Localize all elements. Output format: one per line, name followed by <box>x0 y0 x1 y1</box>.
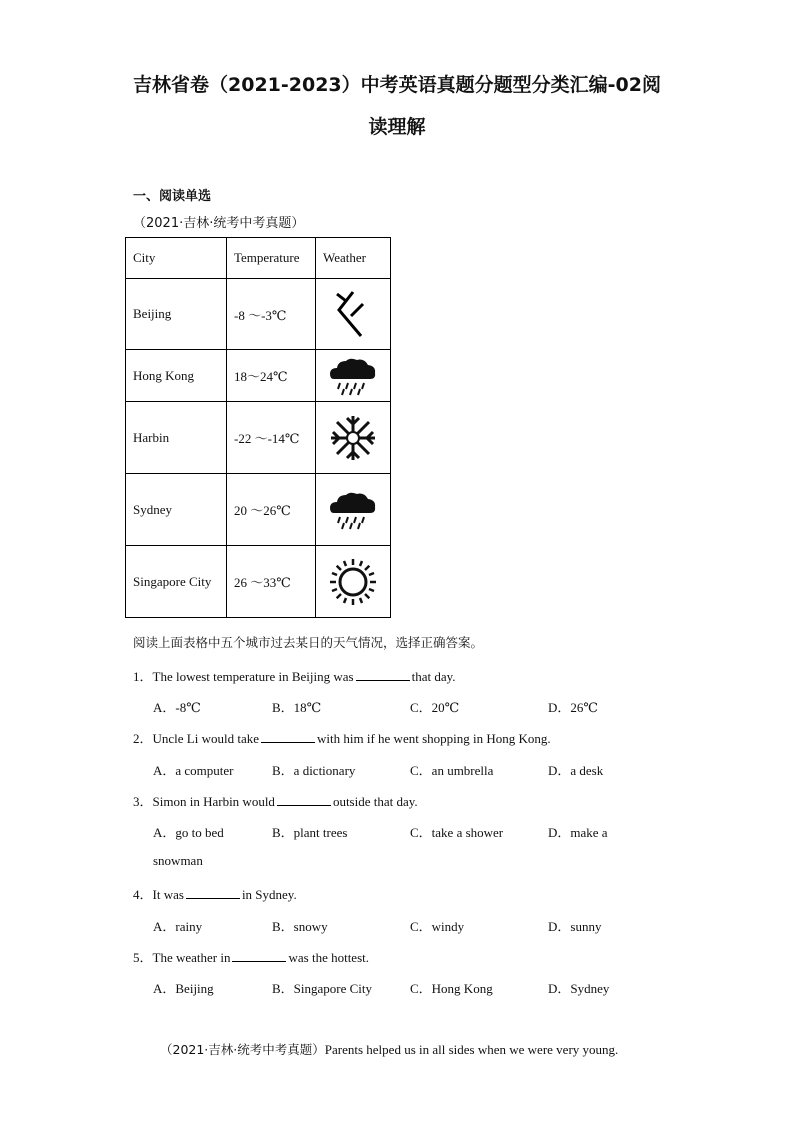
city-cell: Singapore City <box>126 546 227 618</box>
weather-cell <box>316 402 391 474</box>
section-heading: 一、阅读单选 <box>133 189 212 204</box>
question-number: 1． <box>133 669 153 684</box>
question-text: outside that day. <box>332 794 418 809</box>
header-temperature: Temperature <box>227 238 316 279</box>
question-number: 4． <box>133 887 153 902</box>
city-cell: Beijing <box>126 279 227 350</box>
option-b[interactable]: B．Singapore City <box>272 981 373 996</box>
weather-cell <box>316 279 391 350</box>
header-city: City <box>126 238 227 279</box>
option-b[interactable]: B．snowy <box>272 919 328 934</box>
weather-cell <box>316 546 391 618</box>
option-c[interactable]: C．take a shower <box>410 825 504 840</box>
option-c[interactable]: C．an umbrella <box>410 763 494 778</box>
wind-icon <box>333 288 373 340</box>
header-weather: Weather <box>316 238 391 279</box>
document-title-line1: 吉林省卷（2021-2023）中考英语真题分题型分类汇编-02阅 <box>133 74 661 96</box>
question-source: （2021·吉林·统考中考真题） <box>133 216 305 231</box>
question-text: The lowest temperature in Beijing was <box>152 669 354 684</box>
weather-table <box>125 237 391 618</box>
answer-blank[interactable] <box>186 887 240 899</box>
rain-icon <box>328 355 378 397</box>
sun-icon <box>328 557 378 607</box>
temperature-cell: -8 ～-3℃ <box>227 279 316 350</box>
question-source: （2021·吉林·统考中考真题） <box>160 1042 325 1057</box>
option-a[interactable]: A．Beijing <box>153 981 214 996</box>
temperature-cell: 18～24℃ <box>227 350 316 402</box>
question-number: 2． <box>133 731 153 746</box>
option-c[interactable]: C．Hong Kong <box>410 981 493 996</box>
option-b[interactable]: B．plant trees <box>272 825 348 840</box>
option-a[interactable]: A．rainy <box>153 919 203 934</box>
temperature-cell: 20 ～26℃ <box>227 474 316 546</box>
question-5 <box>133 947 369 966</box>
option-d[interactable]: D．26℃ <box>548 700 598 715</box>
table-row <box>126 402 391 474</box>
table-row <box>126 279 391 350</box>
question-text: Uncle Li would take <box>152 731 260 746</box>
next-passage-intro <box>160 1040 618 1058</box>
option-b[interactable]: B．a dictionary <box>272 763 356 778</box>
answer-blank[interactable] <box>232 950 286 962</box>
option-d[interactable]: D．a desk <box>548 763 604 778</box>
table-row <box>126 474 391 546</box>
option-d[interactable]: D．Sydney <box>548 981 610 996</box>
option-c[interactable]: C．windy <box>410 919 465 934</box>
passage-text: Parents helped us in all sides when we were very young. <box>324 1042 619 1057</box>
temperature-cell: 26 ～33℃ <box>227 546 316 618</box>
table-row <box>126 350 391 402</box>
option-d[interactable]: D．sunny <box>548 919 602 934</box>
city-cell: Hong Kong <box>126 350 227 402</box>
table-header-row <box>126 238 391 279</box>
weather-cell <box>316 350 391 402</box>
question-text: Simon in Harbin would <box>152 794 275 809</box>
question-3 <box>133 791 418 810</box>
weather-cell <box>316 474 391 546</box>
option-a[interactable]: A．-8℃ <box>153 700 201 715</box>
question-4 <box>133 884 297 903</box>
question-text: was the hottest. <box>288 950 369 965</box>
question-text: It was <box>152 887 184 902</box>
question-1 <box>133 666 456 685</box>
answer-blank[interactable] <box>277 794 331 806</box>
question-number: 5． <box>133 950 153 965</box>
option-a[interactable]: A．a computer <box>153 763 234 778</box>
answer-blank[interactable] <box>356 669 410 681</box>
city-cell: Sydney <box>126 474 227 546</box>
snow-icon <box>328 413 378 463</box>
option-a[interactable]: A．go to bed <box>153 825 224 840</box>
question-2 <box>133 728 551 747</box>
option-d[interactable]: D．make a <box>548 825 608 840</box>
city-cell: Harbin <box>126 402 227 474</box>
question-text: in Sydney. <box>241 887 297 902</box>
rain-icon <box>328 489 378 531</box>
option-c[interactable]: C．20℃ <box>410 700 460 715</box>
option-d-wrap[interactable]: snowman <box>153 853 203 868</box>
answer-blank[interactable] <box>261 731 315 743</box>
document-title-line2: 读理解 <box>368 116 426 138</box>
question-text: The weather in <box>152 950 231 965</box>
question-text: that day. <box>411 669 456 684</box>
question-number: 3． <box>133 794 153 809</box>
table-row <box>126 546 391 618</box>
question-text: with him if he went shopping in Hong Kong. <box>317 731 551 746</box>
temperature-cell: -22 ～-14℃ <box>227 402 316 474</box>
instruction-text: 阅读上面表格中五个城市过去某日的天气情况，选择正确答案。 <box>133 635 484 650</box>
option-b[interactable]: B．18℃ <box>272 700 322 715</box>
